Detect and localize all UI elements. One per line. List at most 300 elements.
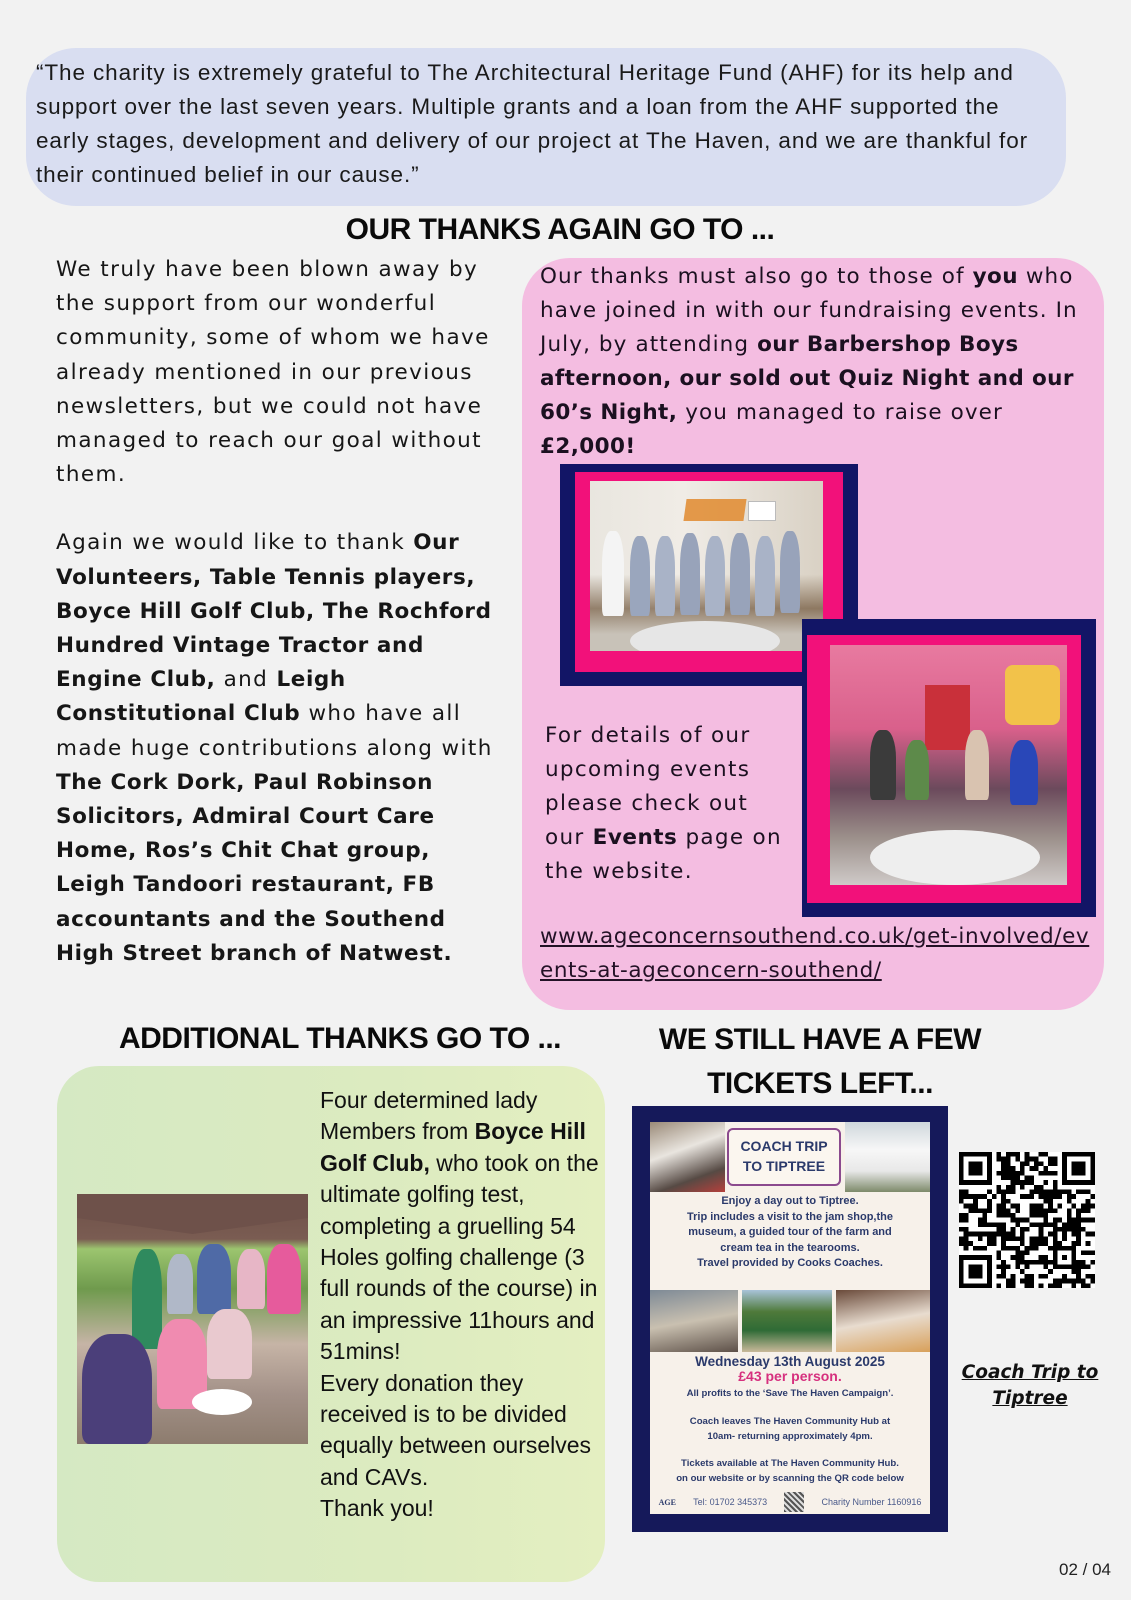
banner-graphic [683,499,746,521]
dancer-figure [965,730,989,800]
qr-module [1048,1246,1053,1251]
qr-module [1053,1185,1058,1190]
poster-title-line2: TO TIPTREE [742,1158,826,1174]
sixties-night-photo [830,645,1067,885]
qr-module [1025,1175,1030,1180]
qr-module [1029,1194,1034,1199]
qr-module [1067,1213,1072,1218]
qr-module [1011,1255,1016,1260]
qr-module [1057,1204,1062,1209]
qr-module [1062,1279,1067,1284]
qr-module [987,1199,992,1204]
qr-module [1067,1208,1072,1213]
qr-module [968,1241,973,1246]
qr-module [1001,1232,1006,1237]
singer-figure [680,533,700,615]
qr-module [1039,1213,1044,1218]
thanks-mid: who have all made huge contributions along with [56,701,493,761]
qr-module [1029,1279,1034,1284]
qr-module [1034,1246,1039,1251]
qr-module [1090,1204,1095,1209]
qr-module [1011,1185,1016,1190]
qr-module [973,1194,978,1199]
qr-module [1006,1157,1011,1162]
qr-module [1025,1283,1030,1288]
qr-module [1043,1166,1048,1171]
person-figure [132,1249,162,1349]
qr-module [1029,1175,1034,1180]
qr-module [1029,1204,1034,1209]
qr-module [1076,1208,1081,1213]
events-details-text [545,719,795,889]
qr-module [1006,1152,1011,1157]
ahf-quote-text: “The charity is extremely grateful to The Architectural Heritage Fund (AHF) for its help and support over the last seven years. Multiple grants and a loan from the AHF supported the early stages, development and delivery of our project at The Haven, and we are thankful for their continued belief in our cause.” [36,60,1029,187]
person-figure [197,1244,231,1314]
qr-module [964,1241,969,1246]
qr-module [1062,1236,1067,1241]
qr-module [964,1236,969,1241]
qr-module [1039,1161,1044,1166]
qr-module [1029,1157,1034,1162]
mini-qr-icon [784,1492,804,1512]
qr-module [1062,1190,1067,1195]
qr-module [959,1236,964,1241]
qr-module [1039,1171,1044,1176]
supporters-paragraph [56,526,506,971]
fundraising-part1: Our thanks must also go to those of [540,264,973,289]
qr-module [982,1232,987,1237]
age-sign-graphic [748,501,776,521]
qr-module [1029,1241,1034,1246]
qr-module [1039,1194,1044,1199]
supporters-group-2: Leigh Constitutional Club [56,667,346,727]
qr-module [1043,1152,1048,1157]
qr-module [1090,1279,1095,1284]
qr-module [1015,1260,1020,1265]
qr-code-icon[interactable] [959,1152,1095,1288]
golf-club-name: Boyce Hill Golf Club, [320,1118,586,1176]
qr-module [987,1241,992,1246]
poster-title [727,1128,841,1186]
qr-module [1001,1269,1006,1274]
qr-module [1043,1241,1048,1246]
poster-profits: All profits to the ‘Save The Haven Campaign’. [686,1388,894,1399]
qr-module [1086,1208,1091,1213]
qr-module [1053,1241,1058,1246]
qr-module [1011,1274,1016,1279]
coach-trip-poster[interactable] [632,1106,948,1532]
qr-module [1029,1166,1034,1171]
qr-module [1081,1283,1086,1288]
qr-module [1034,1161,1039,1166]
qr-module [1072,1269,1077,1274]
qr-module [1006,1236,1011,1241]
qr-module [1076,1269,1081,1274]
qr-module [1011,1204,1016,1209]
qr-module [1029,1274,1034,1279]
qr-module [1072,1283,1077,1288]
qr-module [1015,1157,1020,1162]
qr-module [964,1218,969,1223]
qr-module [1053,1161,1058,1166]
qr-module [1025,1218,1030,1223]
qr-module [1020,1185,1025,1190]
golf-paragraph [320,1085,610,1368]
qr-module [1043,1180,1048,1185]
golf-members-photo [77,1194,308,1444]
qr-module [1076,1279,1081,1284]
poster-body-line: Trip includes a visit to the jam shop,the [687,1210,893,1223]
qr-module [1011,1175,1016,1180]
qr-module [1011,1218,1016,1223]
qr-module [968,1194,973,1199]
qr-module [1053,1236,1058,1241]
qr-module [1057,1218,1062,1223]
qr-module [1043,1213,1048,1218]
qr-module [1076,1241,1081,1246]
qr-module [1039,1255,1044,1260]
qr-module [1076,1190,1081,1195]
qr-module [997,1227,1002,1232]
qr-module [1001,1246,1006,1251]
community-thanks-column [56,253,506,971]
poster-body-line: Enjoy a day out to Tiptree. [721,1195,859,1207]
qr-module [964,1232,969,1237]
qr-module [978,1246,983,1251]
qr-module [1020,1279,1025,1284]
poster-body-line: cream tea in the tearooms. [720,1241,860,1254]
qr-module [1015,1250,1020,1255]
qr-module [997,1222,1002,1227]
qr-module [1048,1157,1053,1162]
qr-module [973,1232,978,1237]
qr-module [1025,1274,1030,1279]
poster-body-line: Travel provided by Cooks Coaches. [697,1257,883,1269]
qr-module [1062,1222,1067,1227]
qr-module [1043,1171,1048,1176]
person-figure [207,1309,252,1379]
qr-module [1057,1279,1062,1284]
qr-module [1020,1236,1025,1241]
qr-module [1034,1190,1039,1195]
person-figure [237,1249,265,1309]
qr-module [1048,1283,1053,1288]
qr-module [1034,1204,1039,1209]
qr-module [978,1218,983,1223]
poster-tickets-line2: on our website or by scanning the QR code below [676,1473,904,1484]
qr-module [1090,1250,1095,1255]
qr-module [1076,1260,1081,1265]
qr-module [1029,1283,1034,1288]
qr-module [1081,1227,1086,1232]
qr-module [1053,1279,1058,1284]
poster-price: £43 per person. [738,1368,842,1384]
events-word: Events [592,825,678,850]
poster-inner [650,1122,930,1514]
qr-module [1039,1185,1044,1190]
qr-module [992,1241,997,1246]
thanks-again-heading: OUR THANKS AGAIN GO TO ... [345,213,775,246]
qr-module [1039,1241,1044,1246]
qr-module [968,1265,982,1279]
qr-module [1020,1227,1025,1232]
qr-module [1057,1194,1062,1199]
qr-module [1086,1232,1091,1237]
qr-module [1015,1255,1020,1260]
qr-module [959,1241,964,1246]
qr-module [1011,1246,1016,1251]
qr-module [1020,1218,1025,1223]
qr-module [1006,1190,1011,1195]
events-page-link[interactable]: www.ageconcernsouthend.co.uk/get-involved/events-at-ageconcern-southend/ [540,924,1090,983]
qr-module [1048,1260,1053,1265]
qr-module [1011,1283,1016,1288]
qr-module [1001,1213,1006,1218]
qr-module [1086,1265,1091,1270]
stage-backdrop-graphic [1005,665,1060,725]
supporters-group-1: Our Volunteers, Table Tennis players, Boyce Hill Golf Club, The Rochford Hundred Vintage Tractor and Engine Club, [56,530,492,693]
singer-figure [730,533,750,615]
qr-module [1006,1265,1011,1270]
qr-module [1048,1199,1053,1204]
coach-trip-link[interactable]: Coach Trip to Tiptree [961,1362,1099,1409]
qr-module [997,1255,1002,1260]
poster-description [650,1194,930,1272]
qr-module [1081,1260,1086,1265]
thanks-lead: Again we would like to thank [56,530,414,556]
singer-figure [780,531,800,613]
dancer-figure [870,730,896,800]
qr-module [1034,1222,1039,1227]
qr-module [1029,1246,1034,1251]
qr-module [1034,1213,1039,1218]
qr-module [1015,1208,1020,1213]
qr-module [1053,1208,1058,1213]
qr-module [1076,1227,1081,1232]
events-details-part1: For details of our upcoming events please check out our [545,723,751,850]
qr-module [997,1204,1002,1209]
qr-module [1081,1218,1086,1223]
qr-module [1086,1283,1091,1288]
qr-module [1001,1222,1006,1227]
qr-module [1043,1208,1048,1213]
qr-module [1006,1166,1011,1171]
golf-thank-you: Thank you! [320,1495,434,1522]
qr-module [982,1218,987,1223]
qr-module [1043,1274,1048,1279]
qr-module [1048,1232,1053,1237]
qr-module [1076,1265,1081,1270]
qr-module [1076,1236,1081,1241]
qr-module [1067,1218,1072,1223]
qr-module [1048,1208,1053,1213]
qr-module [1011,1279,1016,1284]
qr-module [1053,1283,1058,1288]
singer-figure [705,536,725,616]
qr-module [1006,1185,1011,1190]
qr-module [1048,1190,1053,1195]
qr-module [959,1213,964,1218]
qr-module [1090,1274,1095,1279]
qr-module [1011,1213,1016,1218]
qr-module [1020,1194,1025,1199]
fundraising-events: our Barbershop Boys afternoon, our sold out Quiz Night and our 60’s Night, [540,332,1074,425]
qr-module [997,1171,1002,1176]
page-number: 02 / 04 [1059,1560,1111,1579]
qr-module [1034,1166,1039,1171]
person-figure [267,1244,301,1314]
fundraising-part2: who have joined in with our fundraising events. In July, by attending [540,264,1078,357]
qr-module [1011,1171,1016,1176]
qr-module [1053,1180,1058,1185]
thanks-and: and [215,667,277,693]
fundraising-part3: you managed to raise over [677,400,1003,425]
qr-module [1006,1213,1011,1218]
qr-module [1039,1274,1044,1279]
qr-module [1025,1250,1030,1255]
qr-module [997,1157,1002,1162]
qr-module [1090,1218,1095,1223]
qr-module [1057,1283,1062,1288]
qr-module [1034,1185,1039,1190]
qr-module [1072,1194,1077,1199]
qr-module [1001,1194,1006,1199]
qr-module [1067,1194,1072,1199]
qr-module [1001,1175,1006,1180]
poster-title-line1: COACH TRIP [740,1138,828,1154]
qr-module [1025,1227,1030,1232]
qr-module [1072,1161,1086,1175]
qr-module [1015,1180,1020,1185]
qr-module [1034,1236,1039,1241]
person-figure [82,1334,152,1444]
qr-module [1072,1222,1077,1227]
qr-module [1067,1279,1072,1284]
qr-module [1020,1241,1025,1246]
qr-module [987,1208,992,1213]
golf-part2: who took on the ultimate golfing test, completing a gruelling 54 Holes golfing challenge (3 full rounds of the course) in an impressive 11hours and 51mins! [320,1149,599,1365]
qr-module [1053,1227,1058,1232]
qr-module [1086,1218,1091,1223]
qr-module [1015,1175,1020,1180]
qr-module [997,1250,1002,1255]
qr-module [1043,1265,1048,1270]
qr-module [1072,1204,1077,1209]
qr-module [1043,1190,1048,1195]
qr-module [987,1190,992,1195]
barbershop-photo [590,481,823,651]
qr-module [1053,1171,1058,1176]
qr-module [1034,1241,1039,1246]
tiptree-sign-image [650,1122,725,1192]
qr-module [978,1194,983,1199]
qr-module [1048,1194,1053,1199]
qr-module [973,1199,978,1204]
events-details-part2: page on the website. [545,825,782,884]
qr-module [1053,1232,1058,1237]
qr-module [1001,1260,1006,1265]
tickets-left-heading: WE STILL HAVE A FEW TICKETS LEFT... [658,1023,982,1100]
golf-donation: Every donation they received is to be divided equally between ourselves and CAVs. [320,1369,592,1490]
qr-module [1025,1260,1030,1265]
poster-tickets-line1: Tickets available at The Haven Community Hub. [681,1458,899,1469]
qr-module [1086,1204,1091,1209]
qr-module [1011,1236,1016,1241]
qr-module [997,1232,1002,1237]
qr-module [1081,1204,1086,1209]
qr-module [978,1232,983,1237]
qr-module [1039,1190,1044,1195]
qr-module [1029,1190,1034,1195]
qr-module [964,1246,969,1251]
umbrella-graphic [77,1194,308,1234]
qr-module [1011,1190,1016,1195]
qr-module [1015,1171,1020,1176]
tearoom-image [650,1290,738,1352]
qr-module [1086,1199,1091,1204]
qr-module [964,1213,969,1218]
qr-module [1001,1199,1006,1204]
poster-body-line: museum, a guided tour of the farm and [688,1226,892,1238]
qr-module [1081,1265,1086,1270]
qr-module [1020,1232,1025,1237]
qr-module [1086,1274,1091,1279]
qr-module [1029,1236,1034,1241]
qr-module [968,1232,973,1237]
qr-module [1020,1161,1025,1166]
qr-module [1076,1274,1081,1279]
qr-module [1020,1260,1025,1265]
qr-module [1039,1208,1044,1213]
qr-module [1072,1241,1077,1246]
qr-module [1043,1236,1048,1241]
qr-module [982,1222,987,1227]
qr-module [1011,1227,1016,1232]
qr-module [1081,1279,1086,1284]
table-graphic [870,830,1040,885]
qr-module [1048,1204,1053,1209]
qr-module [959,1199,964,1204]
qr-module [968,1208,973,1213]
qr-module [982,1246,987,1251]
qr-module [1025,1279,1030,1284]
qr-module [1034,1208,1039,1213]
qr-module [997,1208,1002,1213]
table-graphic [630,621,780,651]
qr-module [1029,1260,1034,1265]
qr-module [1029,1222,1034,1227]
qr-module [1053,1157,1058,1162]
qr-module [1025,1152,1030,1157]
qr-module [987,1236,992,1241]
qr-module [1067,1190,1072,1195]
qr-module [982,1213,987,1218]
qr-module [1029,1208,1034,1213]
qr-module [1025,1161,1030,1166]
qr-module [1086,1250,1091,1255]
qr-module [1025,1246,1030,1251]
person-figure [167,1254,193,1314]
qr-module [1053,1218,1058,1223]
qr-module [1062,1255,1067,1260]
qr-module [1072,1227,1077,1232]
qr-module [1057,1190,1062,1195]
qr-module [1039,1222,1044,1227]
qr-module [987,1232,992,1237]
qr-module [1001,1265,1006,1270]
poster-coach-line1: Coach leaves The Haven Community Hub at [689,1416,891,1427]
qr-module [982,1194,987,1199]
